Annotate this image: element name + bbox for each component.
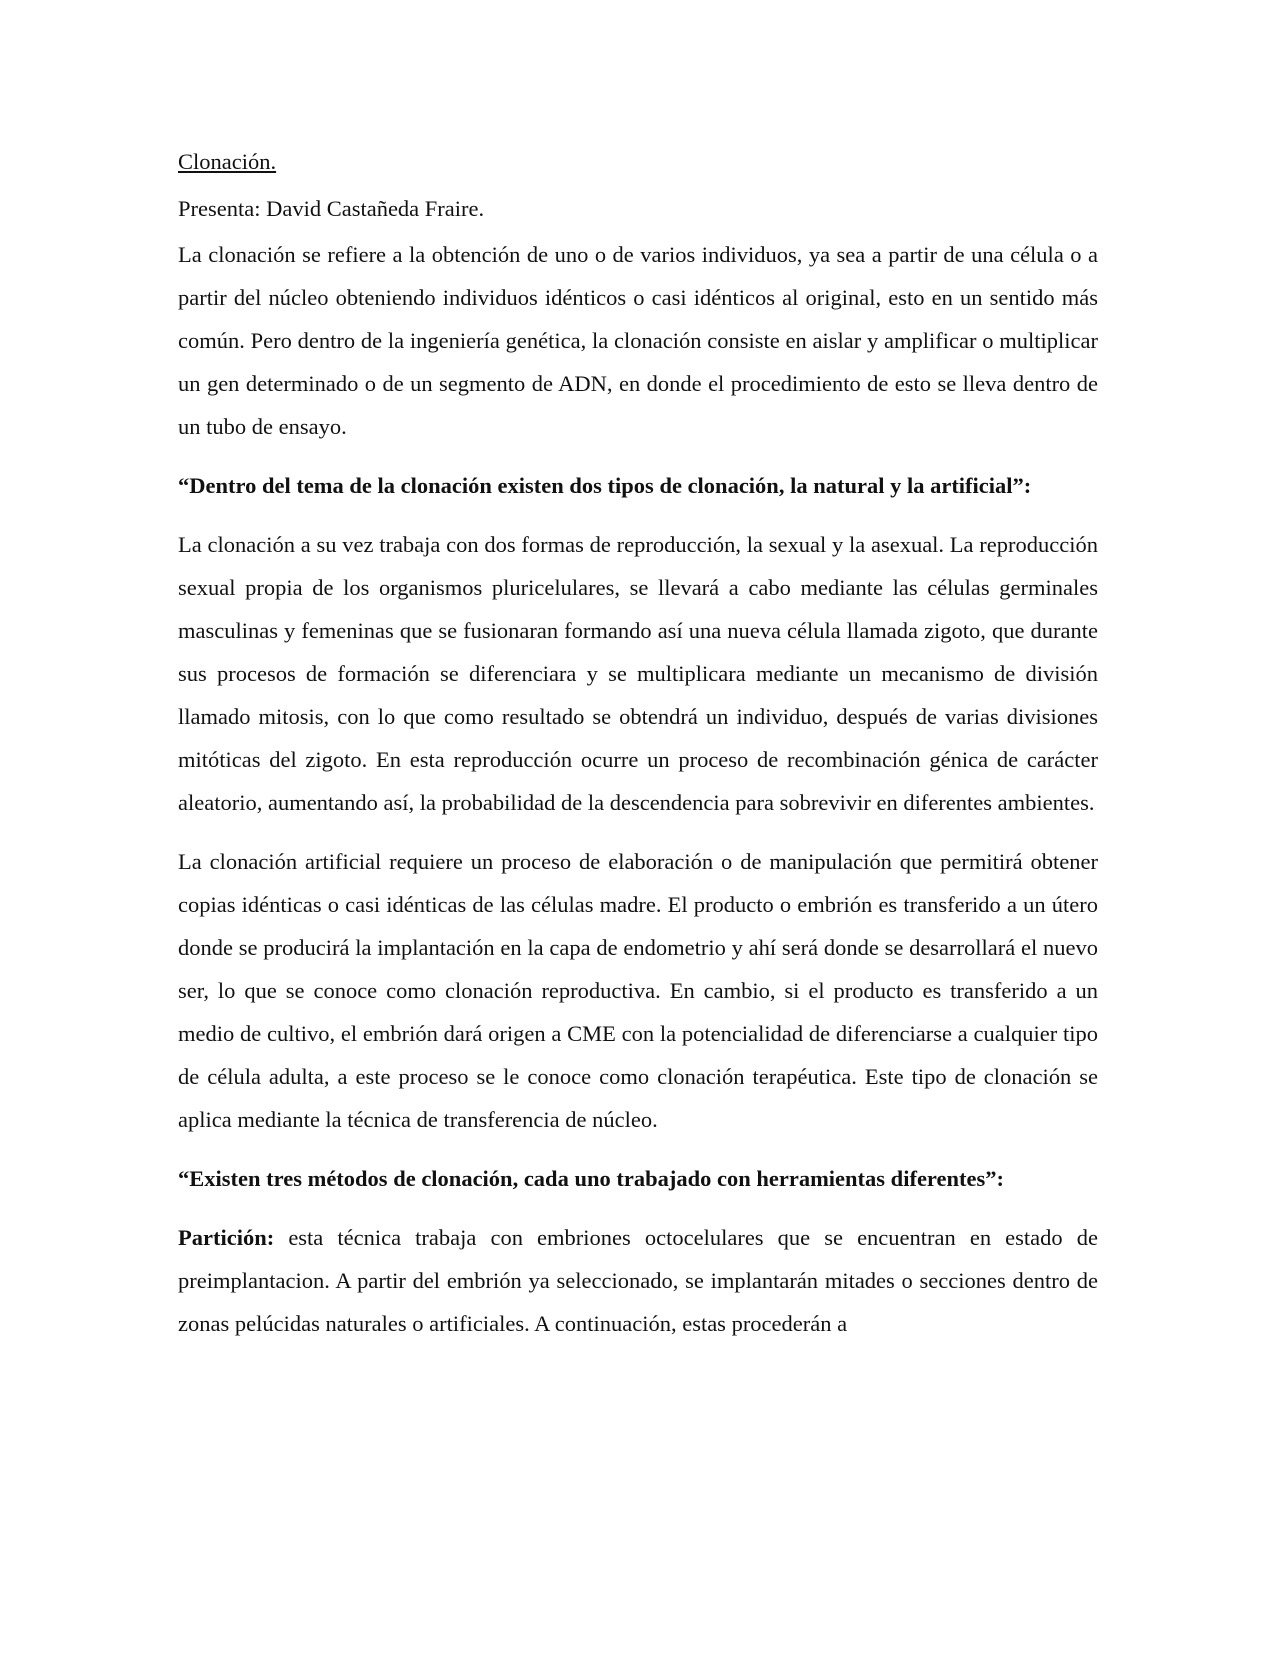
document-title: Clonación. (178, 149, 277, 174)
paragraph-intro: La clonación se refiere a la obtención de uno o de varios individuos, ya sea a partir de una célula o a partir del núcleo obteniendo individuos idénticos o casi idénticos al original, esto en un sentido más común. Pero dentro de la ingeniería genética, la clonación consiste en aislar y amplificar o multiplicar un gen determinado o de un segmento de ADN, en donde el procedimiento de esto se lleva dentro de un tubo de ensayo. (178, 242, 1098, 439)
section-heading-methods: “Existen tres métodos de clonación, cada uno trabajado con herramientas diferentes”: (178, 1166, 1004, 1191)
presenter-line: Presenta: David Castañeda Fraire. (178, 196, 485, 221)
paragraph-reproduction: La clonación a su vez trabaja con dos formas de reproducción, la sexual y la asexual. La reproducción sexual propia de los organismos pluricelulares, se llevará a cabo mediante las células germinales masculinas y femeninas que se fusionaran formando así una nueva célula llamada zigoto, que durante sus procesos de formación se diferenciara y se multiplicara mediante un mecanismo de división llamado mitosis, con lo que como resultado se obtendrá un individuo, después de varias divisiones mitóticas del zigoto. En esta reproducción ocurre un proceso de recombinación génica de carácter aleatorio, aumentando así, la probabilidad de la descendencia para sobrevivir en diferentes ambientes. (178, 532, 1098, 815)
paragraph-particion (178, 1216, 1098, 1345)
particion-term: Partición: (178, 1225, 275, 1250)
particion-description: esta técnica trabaja con embriones octocelulares que se encuentran en estado de preimplantacion. A partir del embrión ya seleccionado, se implantarán mitades o secciones dentro de zonas pelúcidas naturales o artificiales. A continuación, estas procederán a (178, 1225, 1098, 1336)
paragraph-artificial-cloning: La clonación artificial requiere un proceso de elaboración o de manipulación que permitirá obtener copias idénticas o casi idénticas de las células madre. El producto o embrión es transferido a un útero donde se producirá la implantación en la capa de endometrio y ahí será donde se desarrollará el nuevo ser, lo que se conoce como clonación reproductiva. En cambio, si el producto es transferido a un medio de cultivo, el embrión dará origen a CME con la potencialidad de diferenciarse a cualquier tipo de célula adulta, a este proceso se le conoce como clonación terapéutica. Este tipo de clonación se aplica mediante la técnica de transferencia de núcleo. (178, 849, 1098, 1132)
section-heading-types: “Dentro del tema de la clonación existen dos tipos de clonación, la natural y la artificial”: (178, 473, 1032, 498)
document-page (178, 140, 1098, 1345)
